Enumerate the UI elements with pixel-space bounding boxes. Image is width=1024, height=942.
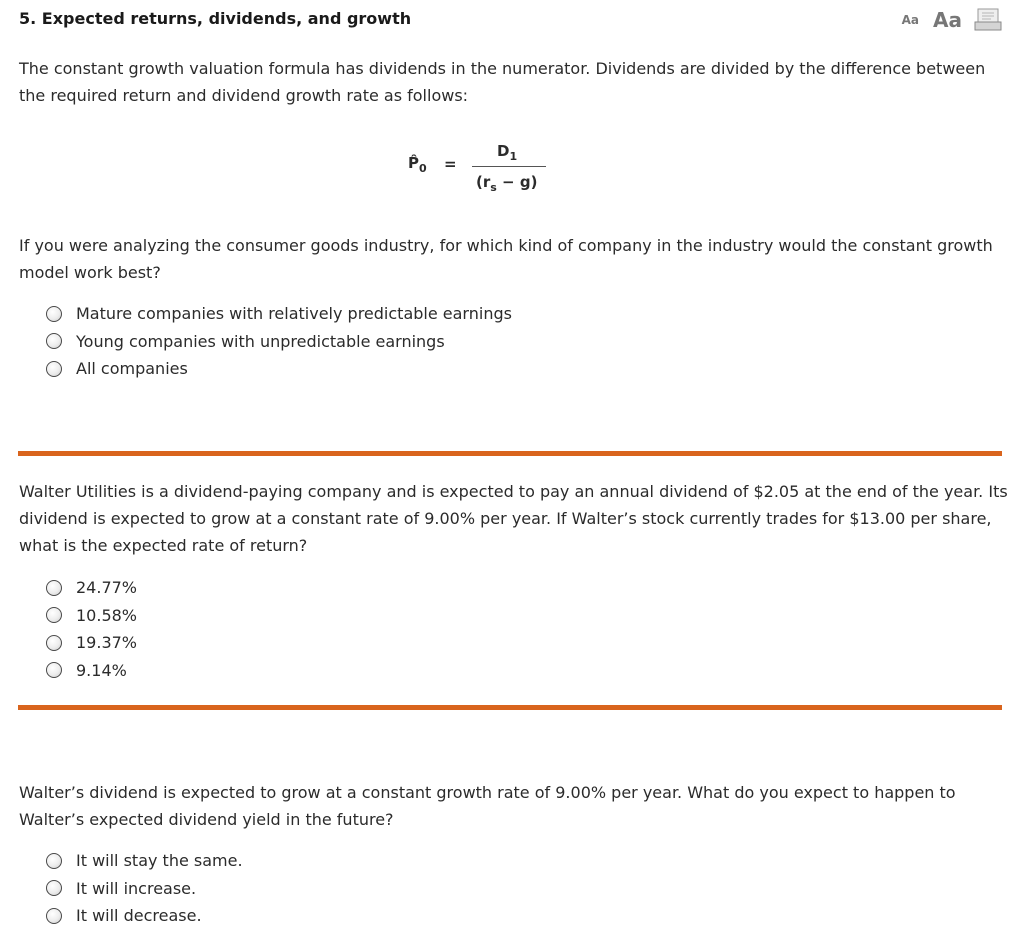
option-mature-companies[interactable]: Mature companies with relatively predictable earnings [46, 300, 512, 328]
option-stay-same[interactable]: It will stay the same. [46, 847, 243, 875]
question-2-options [46, 574, 137, 684]
radio-button[interactable] [46, 853, 62, 869]
radio-button[interactable] [46, 580, 62, 596]
section-title: 5. Expected returns, dividends, and growth [19, 9, 412, 28]
question-1-text: If you were analyzing the consumer goods industry, for which kind of company in the industry would the constant growth model work best? [19, 236, 993, 282]
formula-denominator: $(r_s - g)$ [476, 173, 538, 194]
radio-button[interactable] [46, 333, 62, 349]
formula-price: $P̂_0$ [408, 154, 427, 175]
print-icon[interactable] [974, 8, 1002, 32]
radio-button[interactable] [46, 880, 62, 896]
option-increase[interactable]: It will increase. [46, 875, 243, 903]
option-24-77[interactable]: 24.77% [46, 574, 137, 602]
option-all-companies[interactable]: All companies [46, 355, 512, 383]
section-divider [18, 451, 1002, 456]
question-2-text: Walter Utilities is a dividend-paying company and is expected to pay an annual dividend of $2.05 at the end of the year. Its dividend is expected to grow at a constant rate of 9.00% per year. If Walter’s stock currently trades for $13.00 per share, what is the expected rate of return? [19, 482, 1008, 555]
radio-button[interactable] [46, 607, 62, 623]
toolbar [902, 6, 1002, 34]
fraction-bar [472, 166, 546, 167]
option-decrease[interactable]: It will decrease. [46, 902, 243, 930]
intro-text: The constant growth valuation formula has dividends in the numerator. Dividends are divided by the difference between the required return and dividend growth rate as follows: [19, 59, 986, 105]
font-size-large-button[interactable]: Aa [933, 8, 962, 32]
radio-button[interactable] [46, 306, 62, 322]
font-size-small-button[interactable]: Aa [901, 13, 920, 27]
question-3-text: Walter’s dividend is expected to grow at a constant growth rate of 9.00% per year. What do you expect to happen to Walter’s expected dividend yield in the future? [19, 783, 956, 829]
radio-button[interactable] [46, 361, 62, 377]
radio-button[interactable] [46, 635, 62, 651]
formula-equals: = [444, 155, 457, 173]
radio-button[interactable] [46, 662, 62, 678]
option-10-58[interactable]: 10.58% [46, 602, 137, 630]
radio-button[interactable] [46, 908, 62, 924]
option-young-companies[interactable]: Young companies with unpredictable earnings [46, 328, 512, 356]
formula-numerator: $D_1$ [497, 142, 518, 163]
question-3-options [46, 847, 243, 930]
option-19-37[interactable]: 19.37% [46, 629, 137, 657]
section-divider [18, 705, 1002, 710]
option-9-14[interactable]: 9.14% [46, 657, 137, 685]
question-1-options [46, 300, 512, 383]
